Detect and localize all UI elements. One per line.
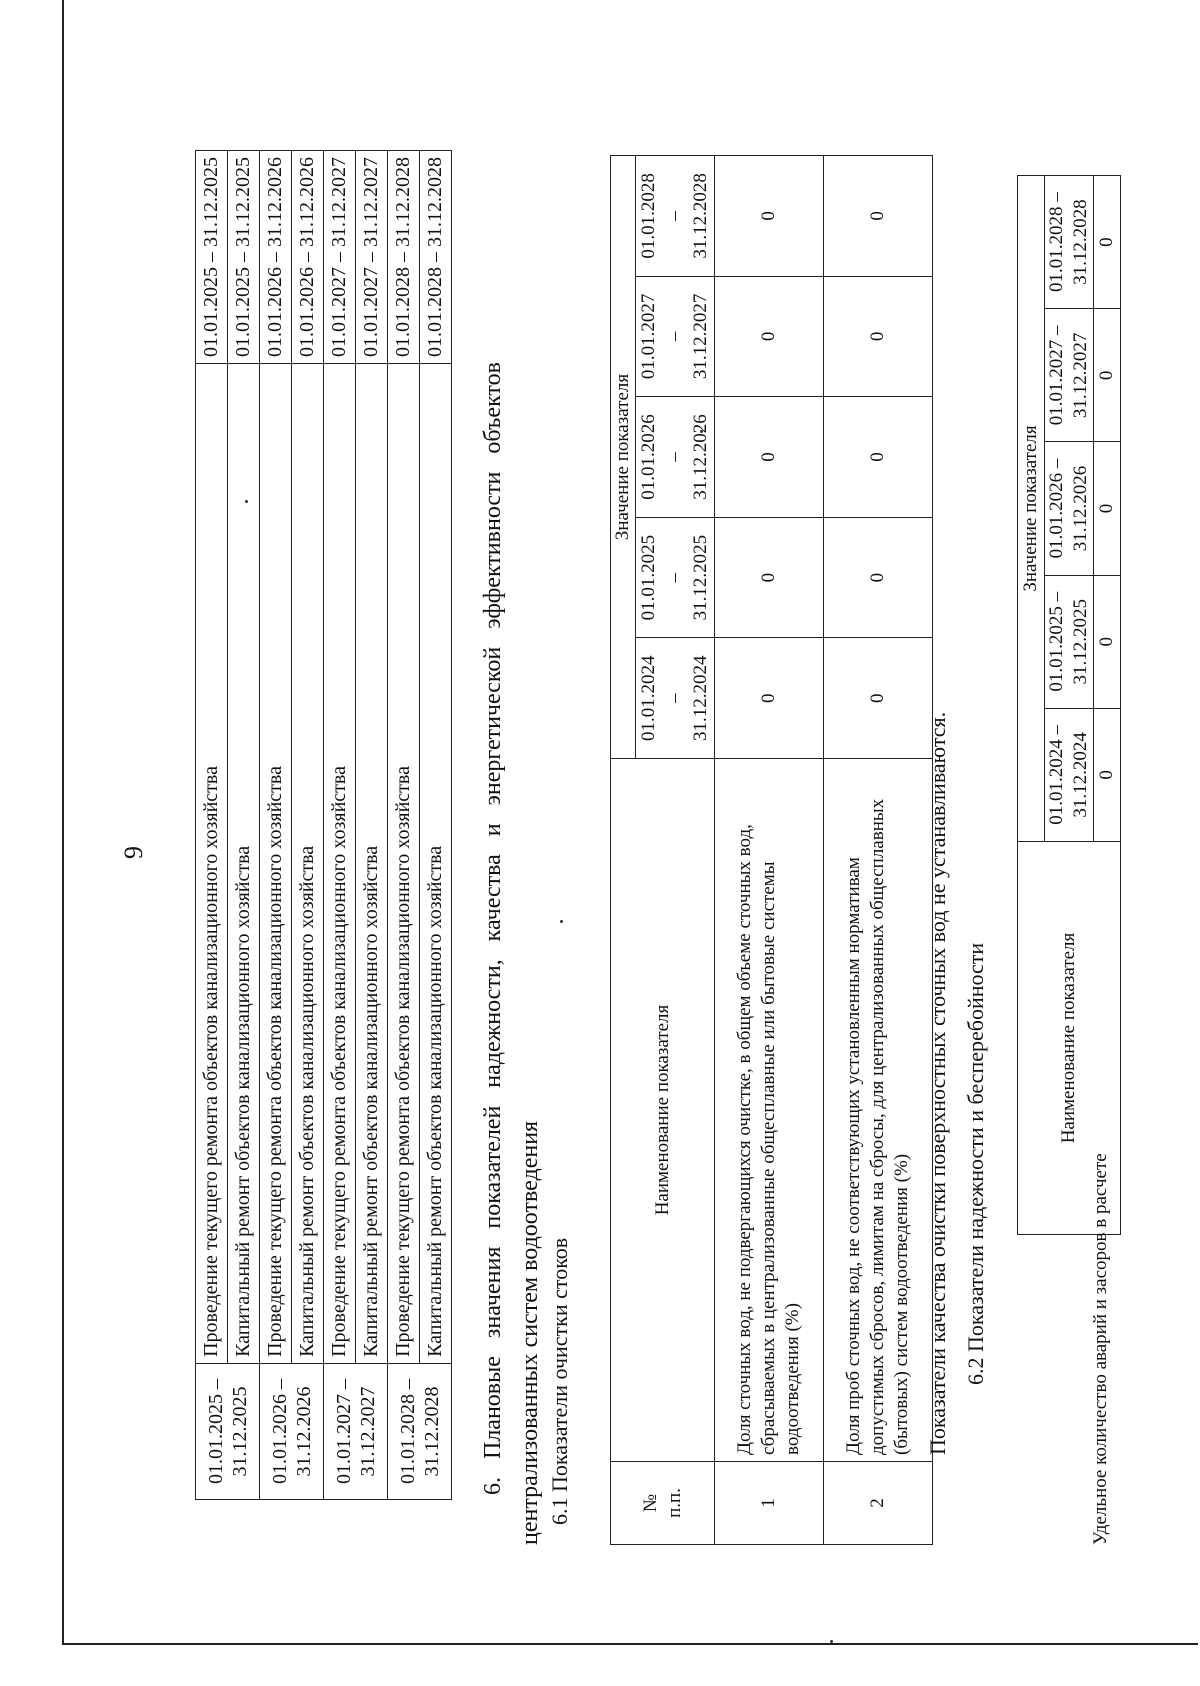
schedule-activity: Капитальный ремонт объектов канализационного хозяйства: [356, 364, 388, 1364]
period-header: 01.01.2027 – 31.12.2027: [1045, 309, 1094, 442]
period-header: 01.01.2025 – 31.12.2025: [636, 517, 715, 638]
schedule-activity: Капитальный ремонт объектов канализационного хозяйства: [228, 364, 260, 1364]
schedule-row: [292, 151, 324, 1500]
schedule-range: 01.01.2027 – 31.12.2027: [356, 151, 388, 364]
section-6-title-line1: 6. Плановые значения показателей надежности, качества и энергетической эффективности объектов: [480, 362, 506, 1495]
indicator-value: 0: [1094, 309, 1121, 442]
section-6-1-title: 6.1 Показатели очистки стоков: [547, 1237, 572, 1525]
col-name-header: Наименование показателя: [1018, 842, 1121, 1235]
schedule-row: [356, 151, 388, 1500]
col-num-header: № п.п.: [611, 1462, 715, 1545]
schedule-range: 01.01.2026 – 31.12.2026: [292, 151, 324, 364]
period-header: 01.01.2025 – 31.12.2025: [1045, 575, 1094, 708]
schedule-range: 01.01.2027 – 31.12.2027: [324, 151, 356, 364]
schedule-period: 01.01.2025 – 31.12.2025: [196, 1363, 260, 1499]
schedule-activity: Проведение текущего ремонта объектов канализационного хозяйства: [260, 364, 292, 1364]
row-number: 2: [824, 1462, 933, 1545]
indicator-value: 0: [715, 638, 824, 759]
indicator-value: 0: [715, 397, 824, 518]
schedule-table: [195, 150, 452, 1500]
table-row: [824, 156, 933, 1545]
indicator-value: 0: [715, 517, 824, 638]
schedule-activity: Капитальный ремонт объектов канализационного хозяйства: [420, 364, 452, 1364]
section-6-2-title: 6.2 Показатели надежности и бесперебойности: [963, 942, 988, 1385]
period-header: 01.01.2028 – 31.12.2028: [1045, 176, 1094, 309]
rotated-document-page: [105, 85, 1117, 1585]
schedule-row: [324, 151, 356, 1500]
indicator-value: 0: [1094, 708, 1121, 841]
specific-accidents-line: Удельное количество аварий и засоров в расчете: [1090, 1153, 1111, 1545]
schedule-range: 01.01.2026 – 31.12.2026: [260, 151, 292, 364]
schedule-range: 01.01.2025 – 31.12.2025: [196, 151, 228, 364]
indicator-name: Доля проб сточных вод, не соответствующих установленным нормативам допустимых сбросов, лимитам на сбросы, для централизованных общесплавных (бытовых) систем водоотведения (%): [824, 759, 933, 1462]
indicator-value: 0: [824, 517, 933, 638]
indicator-value: 0: [715, 156, 824, 277]
section-6-title-line2: централизованных систем водоотведения: [517, 1120, 543, 1545]
indicator-value: 0: [824, 638, 933, 759]
col-value-header: Значение показателя: [611, 156, 636, 759]
indicator-value: 0: [824, 276, 933, 397]
page-number: 9: [119, 846, 148, 859]
schedule-range: 01.01.2028 – 31.12.2028: [420, 151, 452, 364]
schedule-row: [420, 151, 452, 1500]
col-value-header: Значение показателя: [1018, 176, 1045, 842]
table-row: [715, 156, 824, 1545]
row-number: 1: [715, 1462, 824, 1545]
schedule-activity: Проведение текущего ремонта объектов канализационного хозяйства: [196, 364, 228, 1364]
schedule-period: 01.01.2026 – 31.12.2026: [260, 1363, 324, 1499]
reliability-indicators-table: [1017, 175, 1121, 1235]
indicator-value: 0: [824, 156, 933, 277]
schedule-range: 01.01.2028 – 31.12.2028: [388, 151, 420, 364]
indicator-value: 0: [824, 397, 933, 518]
schedule-period: 01.01.2028 – 31.12.2028: [388, 1363, 452, 1499]
period-header: 01.01.2028 – 31.12.2028: [636, 156, 715, 277]
period-header: 01.01.2024 – 31.12.2024: [1045, 708, 1094, 841]
period-header: 01.01.2027 – 31.12.2027: [636, 276, 715, 397]
schedule-row: [388, 151, 420, 1500]
schedule-row: [260, 151, 292, 1500]
indicator-value: 0: [1094, 575, 1121, 708]
schedule-range: 01.01.2025 – 31.12.2025: [228, 151, 260, 364]
schedule-row: [228, 151, 260, 1500]
col-name-header: Наименование показателя: [611, 759, 715, 1462]
cleaning-indicators-table: [610, 155, 933, 1545]
schedule-activity: Капитальный ремонт объектов канализационного хозяйства: [292, 364, 324, 1364]
period-header: 01.01.2026 – 31.12.2026: [636, 397, 715, 518]
indicator-value: 0: [1094, 176, 1121, 309]
period-header: 01.01.2026 – 31.12.2026: [1045, 442, 1094, 575]
indicator-value: 0: [715, 276, 824, 397]
schedule-activity: Проведение текущего ремонта объектов канализационного хозяйства: [388, 364, 420, 1364]
period-header: 01.01.2024 – 31.12.2024: [636, 638, 715, 759]
surface-water-note: Показатели качества очистки поверхностных сточных вод не устанавливаются.: [925, 711, 950, 1455]
indicator-name: Доля сточных вод, не подвергающихся очистке, в общем объеме сточных вод, сбрасываемых в централизованные общесплавные или бытовые системы водоотведения (%): [715, 759, 824, 1462]
schedule-row: [196, 151, 228, 1500]
scan-speck: [830, 1640, 833, 1643]
schedule-activity: Проведение текущего ремонта объектов канализационного хозяйства: [324, 364, 356, 1364]
indicator-value: 0: [1094, 442, 1121, 575]
schedule-period: 01.01.2027 – 31.12.2027: [324, 1363, 388, 1499]
